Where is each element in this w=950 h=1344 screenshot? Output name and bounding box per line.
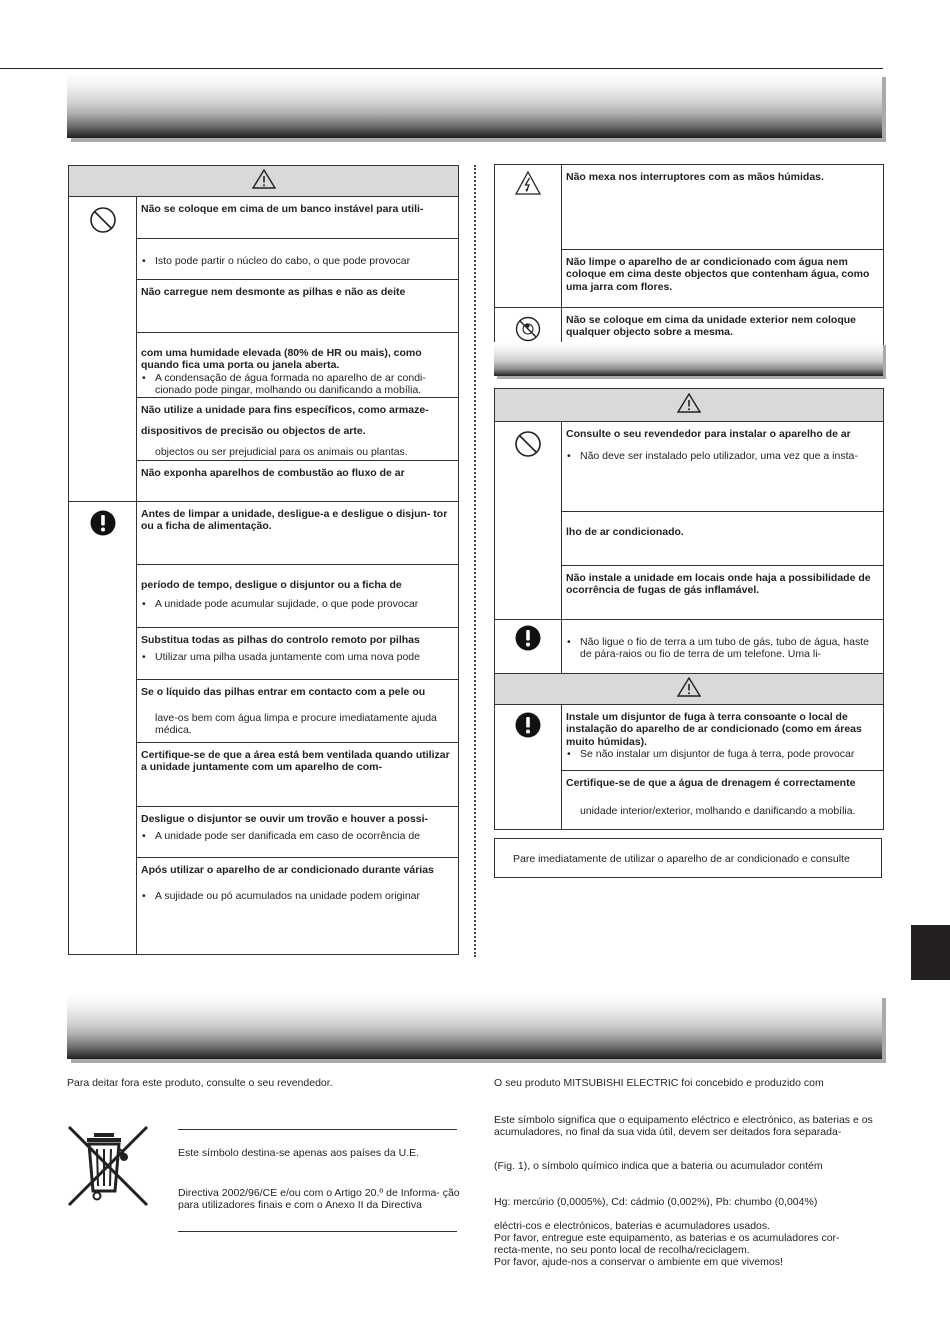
disposal-r1: O seu produto MITSUBISHI ELECTRIC foi concebido e produzido com bbox=[494, 1077, 824, 1089]
mandatory-icon bbox=[515, 625, 541, 651]
crossed-bin-icon bbox=[67, 1125, 149, 1207]
section-banner-disposal bbox=[67, 994, 882, 1059]
side-tab bbox=[911, 925, 950, 980]
warning-triangle-icon bbox=[252, 169, 276, 189]
prohibit-icon-cell bbox=[69, 197, 137, 502]
column-divider bbox=[474, 165, 476, 957]
warning-item: período de tempo, desligue o disjuntor ou a ficha de • A unidade pode acumular sujidade, o que pode provocar bbox=[137, 564, 459, 627]
caution-header bbox=[495, 674, 884, 705]
warning-item: Não carregue nem desmonte as pilhas e não as deite bbox=[137, 280, 459, 333]
caution-triangle-icon bbox=[677, 677, 701, 697]
warning-table-right-top bbox=[494, 164, 884, 362]
warning-item: Substitua todas as pilhas do controlo remoto por pilhas • Utilizar uma pilha usada juntamente com uma nova pode bbox=[137, 627, 459, 679]
warning-header bbox=[69, 166, 459, 197]
warning-item: Não exponha aparelhos de combustão ao fluxo de ar bbox=[137, 460, 459, 501]
warning-item: Consulte o seu revendedor para instalar o aparelho de ar • Não deve ser instalado pelo utilizador, uma vez que a insta- bbox=[562, 422, 884, 512]
warning-item: Desligue o disjuntor se ouvir um trovão e houver a possi- • A unidade pode ser danificada em caso de ocorrência de bbox=[137, 806, 459, 857]
note-text: Pare imediatamente de utilizar o aparelho de ar condicionado e consulte bbox=[513, 853, 850, 865]
note-box bbox=[494, 838, 882, 878]
warning-item: Após utilizar o aparelho de ar condicionado durante várias • A sujidade ou pó acumulados na unidade podem originar bbox=[137, 857, 459, 954]
disposal-r4: Hg: mercúrio (0,0005%), Cd: cádmio (0,002%), Pb: chumbo (0,004%) bbox=[494, 1196, 818, 1208]
section-banner-top bbox=[67, 73, 882, 138]
warning-triangle-icon bbox=[677, 393, 701, 413]
warning-item: Não instale a unidade em locais onde haja a possibilidade de ocorrência de fugas de gás inflamável. bbox=[562, 566, 884, 620]
mandatory-icon bbox=[515, 712, 541, 738]
directive-text: Directiva 2002/96/CE e/ou com o Artigo 20.º de Informa- ção para utilizadores finais e com o Anexo II da Directiva bbox=[178, 1187, 460, 1212]
prohibit-icon bbox=[89, 206, 117, 234]
warning-item: Não se coloque em cima da unidade exterior nem coloque qualquer objecto sobre a mesma. bbox=[562, 308, 884, 362]
rule bbox=[178, 1231, 457, 1232]
mandatory-icon-cell bbox=[495, 620, 562, 674]
disposal-r3: (Fig. 1), o símbolo químico indica que a bateria ou acumulador contém bbox=[494, 1160, 823, 1172]
disposal-r5: eléctri-cos e electrónicos, baterias e acumuladores usados. bbox=[494, 1220, 771, 1232]
no-step-icon bbox=[515, 316, 541, 342]
top-rule bbox=[0, 68, 883, 69]
disposal-intro: Para deitar fora este produto, consulte o seu revendedor. bbox=[67, 1077, 333, 1089]
warning-item: com uma humidade elevada (80% de HR ou mais), como quando fica uma porta ou janela aberta. • A condensação de água formada no aparelho de ar condi- cionado pode pingar, molhando ou danificando a mobília. bbox=[137, 333, 459, 398]
mandatory-icon-cell bbox=[69, 501, 137, 954]
mandatory-icon-cell bbox=[495, 705, 562, 830]
warning-item: Não limpe o aparelho de ar condicionado com água nem coloque em cima deste objectos que contenham água, como uma jarra com flores. bbox=[562, 250, 884, 308]
caution-item: Instale um disjuntor de fuga à terra consoante o local de instalação do aparelho de ar condicionado (como em áreas muito húmidas). • Se não instalar um disjuntor de fuga à terra, pode provocar bbox=[562, 705, 884, 771]
warning-item: lho de ar condicionado. bbox=[562, 512, 884, 566]
disposal-r6: Por favor, entregue este equipamento, as baterias e os acumuladores cor- recta-mente, no seu ponto local de recolha/reciclagem. bbox=[494, 1232, 840, 1257]
prohibit-icon-cell bbox=[495, 422, 562, 620]
eu-only-text: Este símbolo destina-se apenas aos países da U.E. bbox=[178, 1147, 420, 1159]
warning-item: Certifique-se de que a área está bem ventilada quando utilizar a unidade juntamente com um aparelho de com- bbox=[137, 742, 459, 806]
warning-item: • Isto pode partir o núcleo do cabo, o que pode provocar bbox=[137, 239, 459, 280]
warning-table-install bbox=[494, 388, 884, 830]
electric-shock-icon bbox=[515, 171, 541, 195]
shock-icon-cell bbox=[495, 165, 562, 308]
rule bbox=[178, 1129, 457, 1130]
warning-item: Não se coloque em cima de um banco instável para utili- bbox=[137, 197, 459, 239]
warning-item: Não mexa nos interruptores com as mãos húmidas. bbox=[562, 165, 884, 250]
disposal-r7: Por favor, ajude-nos a conservar o ambiente em que vivemos! bbox=[494, 1256, 783, 1268]
caution-item: Certifique-se de que a água de drenagem é correctamente unidade interior/exterior, molhando e danificando a mobília. bbox=[562, 771, 884, 830]
warning-table-left bbox=[68, 165, 459, 955]
disposal-r2: Este símbolo significa que o equipamento eléctrico e electrónico, as baterias e os acumuladores, no final da sua vida útil, devem ser deitados fora separada- bbox=[494, 1114, 873, 1139]
warning-item: Antes de limpar a unidade, desligue-a e desligue o disjun- tor ou a ficha de alimentação. bbox=[137, 501, 459, 564]
warning-item: • Não ligue o fio de terra a um tubo de gás, tubo de água, haste de pára-raios ou fio de terra de um telefone. Uma li- bbox=[562, 620, 884, 674]
section-banner-install bbox=[494, 342, 883, 376]
warning-item: Se o líquido das pilhas entrar em contacto com a pele ou lave-os bem com água limpa e procure imediatamente ajuda médica. bbox=[137, 679, 459, 742]
warning-item: Não utilize a unidade para fins específicos, como armaze- dispositivos de precisão ou objectos de arte. objectos ou ser prejudicial para os animais ou plantas. bbox=[137, 397, 459, 460]
mandatory-icon bbox=[90, 510, 116, 536]
warning-header bbox=[495, 389, 884, 422]
prohibit-icon bbox=[514, 430, 542, 458]
